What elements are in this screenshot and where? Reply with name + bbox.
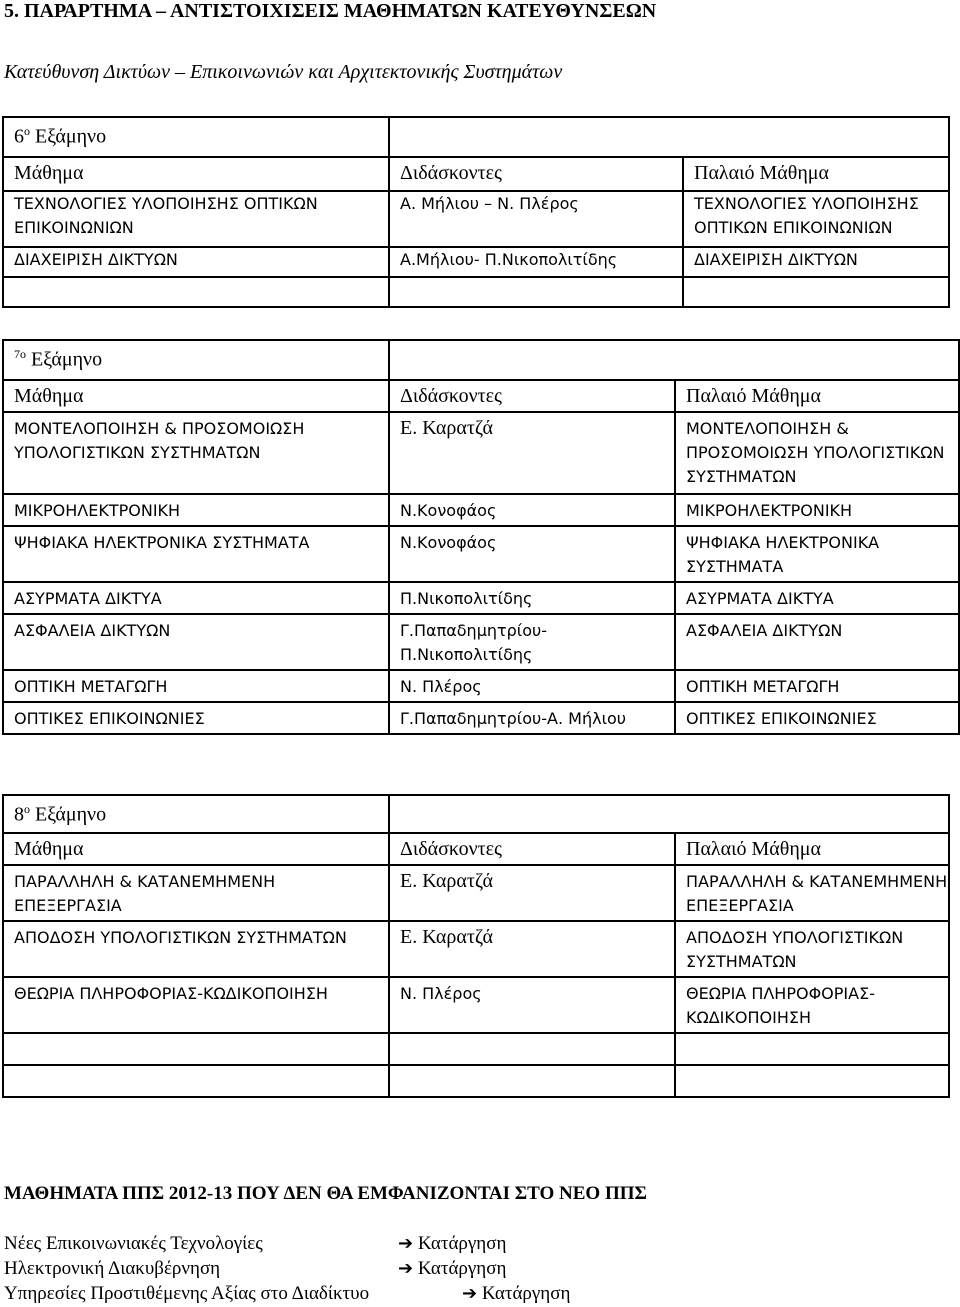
table-row — [3, 526, 959, 582]
teachers-cell: Ν.Κονοφάος — [389, 526, 675, 582]
course-cell: ΔΙΑΧΕΙΡΙΣΗ ΔΙΚΤΥΩΝ — [3, 247, 389, 277]
table-row — [3, 582, 959, 614]
table-row — [3, 865, 949, 921]
arrow-right-icon: ➔ — [398, 1233, 414, 1254]
removed-item — [4, 1233, 263, 1255]
semester-number: 6 — [14, 125, 24, 148]
removed-item — [4, 1283, 369, 1305]
old-course-cell: ΑΣΥΡΜΑΤΑ ΔΙΚΤΥΑ — [675, 582, 959, 614]
teachers-cell: Α.Μήλιου- Π.Νικοπολιτίδης — [389, 247, 683, 277]
teachers-cell: Ε. Καρατζά — [389, 412, 675, 494]
col-old-course: Παλαιό Μάθημα — [675, 833, 949, 865]
section-title: 5. ΠΑΡΑΡΤΗΜΑ – ΑΝΤΙΣΤΟΙΧΙΣΕΙΣ ΜΑΘΗΜΑΤΩΝ ΚΑΤΕΥΘΥΝΣΕΩΝ — [4, 0, 657, 22]
removed-status — [398, 1258, 506, 1280]
teachers-cell: Π.Νικοπολιτίδης — [389, 582, 675, 614]
teachers-cell: Γ.Παπαδημητρίου-Α. Μήλιου — [389, 702, 675, 734]
course-cell: ΑΣΥΡΜΑΤΑ ΔΙΚΤΥΑ — [3, 582, 389, 614]
col-teachers: Διδάσκοντες — [389, 380, 675, 412]
teachers-cell: Ν.Κονοφάος — [389, 494, 675, 526]
table-row — [3, 191, 949, 247]
teachers-cell: Γ.Παπαδημητρίου- Π.Νικοπολιτίδης — [389, 614, 675, 670]
column-header-row — [3, 833, 949, 865]
teachers-cell: Ν. Πλέρος — [389, 977, 675, 1033]
semester-header-row — [3, 340, 959, 380]
semester-header-row — [3, 795, 949, 833]
table-row — [3, 977, 949, 1033]
removed-status — [462, 1283, 570, 1305]
old-course-cell: ΜΙΚΡΟΗΛΕΚΤΡΟΝΙΚΗ — [675, 494, 959, 526]
removed-course-name: Νέες Επικοινωνιακές Τεχνολογίες — [4, 1233, 263, 1254]
course-cell: ΟΠΤΙΚΗ ΜΕΤΑΓΩΓΗ — [3, 670, 389, 702]
removed-course-name: Υπηρεσίες Προστιθέμενης Αξίας στο Διαδίκτυο — [4, 1283, 370, 1304]
old-course-cell: ΔΙΑΧΕΙΡΙΣΗ ΔΙΚΤΥΩΝ — [683, 247, 949, 277]
teachers-cell: Α. Μήλιου – Ν. Πλέρος — [389, 191, 683, 247]
course-cell: ΜΙΚΡΟΗΛΕΚΤΡΟΝΙΚΗ — [3, 494, 389, 526]
col-teachers: Διδάσκοντες — [389, 157, 683, 191]
removed-course-name: Ηλεκτρονική Διακυβέρνηση — [4, 1258, 221, 1279]
teachers-cell: Ν. Πλέρος — [389, 670, 675, 702]
semester-6-table — [2, 116, 950, 308]
header-blank — [389, 795, 949, 833]
table-row — [3, 670, 959, 702]
removed-courses-title: ΜΑΘΗΜΑΤΑ ΠΠΣ 2012-13 ΠΟΥ ΔΕΝ ΘΑ ΕΜΦΑΝΙΖΟΝΤΑΙ ΣΤΟ ΝΕΟ ΠΠΣ — [4, 1183, 647, 1204]
col-old-course: Παλαιό Μάθημα — [675, 380, 959, 412]
header-blank — [389, 340, 959, 380]
semester-label: Εξάμηνο — [31, 348, 103, 371]
course-cell: ΑΣΦΑΛΕΙΑ ΔΙΚΤΥΩΝ — [3, 614, 389, 670]
removed-status-label: Κατάργηση — [417, 1233, 507, 1254]
old-course-cell: ΘΕΩΡΙΑ ΠΛΗΡΟΦΟΡΙΑΣ-ΚΩΔΙΚΟΠΟΙΗΣΗ — [675, 977, 949, 1033]
semester-ordinal: ο — [24, 124, 30, 138]
col-course: Μάθημα — [3, 833, 389, 865]
column-header-row — [3, 380, 959, 412]
empty-row — [3, 277, 949, 307]
semester-header-row — [3, 117, 949, 157]
table-row — [3, 614, 959, 670]
old-course-cell: ΟΠΤΙΚΕΣ ΕΠΙΚΟΙΝΩΝΙΕΣ — [675, 702, 959, 734]
arrow-right-icon: ➔ — [398, 1258, 414, 1279]
direction-title: Κατεύθυνση Δικτύων – Επικοινωνιών και Αρχιτεκτονικής Συστημάτων — [4, 61, 563, 83]
col-old-course: Παλαιό Μάθημα — [683, 157, 949, 191]
table-row — [3, 702, 959, 734]
col-course: Μάθημα — [3, 157, 389, 191]
semester-number: 8 — [14, 803, 24, 826]
semester-title — [3, 340, 389, 380]
course-cell: ΨΗΦΙΑΚΑ ΗΛΕΚΤΡΟΝΙΚΑ ΣΥΣΤΗΜΑΤΑ — [3, 526, 389, 582]
semester-label: Εξάμηνο — [35, 125, 107, 148]
old-course-cell: ΤΕΧΝΟΛΟΓΙΕΣ ΥΛΟΠΟΙΗΣΗΣ ΟΠΤΙΚΩΝ ΕΠΙΚΟΙΝΩΝΙΩΝ — [683, 191, 949, 247]
semester-8-table — [2, 794, 950, 1098]
semester-title — [3, 795, 389, 833]
semester-ordinal: ο — [24, 802, 30, 816]
col-course: Μάθημα — [3, 380, 389, 412]
course-cell: ΠΑΡΑΛΛΗΛΗ & ΚΑΤΑΝΕΜΗΜΕΝΗ ΕΠΕΞΕΡΓΑΣΙΑ — [3, 865, 389, 921]
old-course-cell: ΑΠΟΔΟΣΗ ΥΠΟΛΟΓΙΣΤΙΚΩΝ ΣΥΣΤΗΜΑΤΩΝ — [675, 921, 949, 977]
empty-row — [3, 1065, 949, 1097]
semester-label: Εξάμηνο — [35, 803, 107, 826]
course-cell: ΘΕΩΡΙΑ ΠΛΗΡΟΦΟΡΙΑΣ-ΚΩΔΙΚΟΠΟΙΗΣΗ — [3, 977, 389, 1033]
col-teachers: Διδάσκοντες — [389, 833, 675, 865]
removed-status-label: Κατάργηση — [481, 1283, 571, 1304]
arrow-right-icon: ➔ — [462, 1283, 478, 1304]
table-row — [3, 921, 949, 977]
old-course-cell: ΟΠΤΙΚΗ ΜΕΤΑΓΩΓΗ — [675, 670, 959, 702]
header-blank — [389, 117, 949, 157]
course-cell: ΟΠΤΙΚΕΣ ΕΠΙΚΟΙΝΩΝΙΕΣ — [3, 702, 389, 734]
removed-status — [398, 1233, 506, 1255]
semester-title — [3, 117, 389, 157]
teachers-cell: Ε. Καρατζά — [389, 865, 675, 921]
table-row — [3, 494, 959, 526]
teachers-cell: Ε. Καρατζά — [389, 921, 675, 977]
semester-ordinal-number: 7ο — [14, 347, 26, 361]
removed-status-label: Κατάργηση — [417, 1258, 507, 1279]
table-row — [3, 412, 959, 494]
removed-item — [4, 1258, 220, 1280]
column-header-row — [3, 157, 949, 191]
course-cell: ΑΠΟΔΟΣΗ ΥΠΟΛΟΓΙΣΤΙΚΩΝ ΣΥΣΤΗΜΑΤΩΝ — [3, 921, 389, 977]
old-course-cell: ΑΣΦΑΛΕΙΑ ΔΙΚΤΥΩΝ — [675, 614, 959, 670]
table-row — [3, 247, 949, 277]
empty-row — [3, 1033, 949, 1065]
course-cell: ΤΕΧΝΟΛΟΓΙΕΣ ΥΛΟΠΟΙΗΣΗΣ ΟΠΤΙΚΩΝ ΕΠΙΚΟΙΝΩΝΙΩΝ — [3, 191, 389, 247]
old-course-cell: ΜΟΝΤΕΛΟΠΟΙΗΣΗ & ΠΡΟΣΟΜΟΙΩΣΗ ΥΠΟΛΟΓΙΣΤΙΚΩΝ ΣΥΣΤΗΜΑΤΩΝ — [675, 412, 959, 494]
old-course-cell: ΨΗΦΙΑΚΑ ΗΛΕΚΤΡΟΝΙΚΑ ΣΥΣΤΗΜΑΤΑ — [675, 526, 959, 582]
old-course-cell: ΠΑΡΑΛΛΗΛΗ & ΚΑΤΑΝΕΜΗΜΕΝΗ ΕΠΕΞΕΡΓΑΣΙΑ — [675, 865, 949, 921]
course-cell: ΜΟΝΤΕΛΟΠΟΙΗΣΗ & ΠΡΟΣΟΜΟΙΩΣΗ ΥΠΟΛΟΓΙΣΤΙΚΩΝ ΣΥΣΤΗΜΑΤΩΝ — [3, 412, 389, 494]
semester-7-table — [2, 339, 960, 735]
